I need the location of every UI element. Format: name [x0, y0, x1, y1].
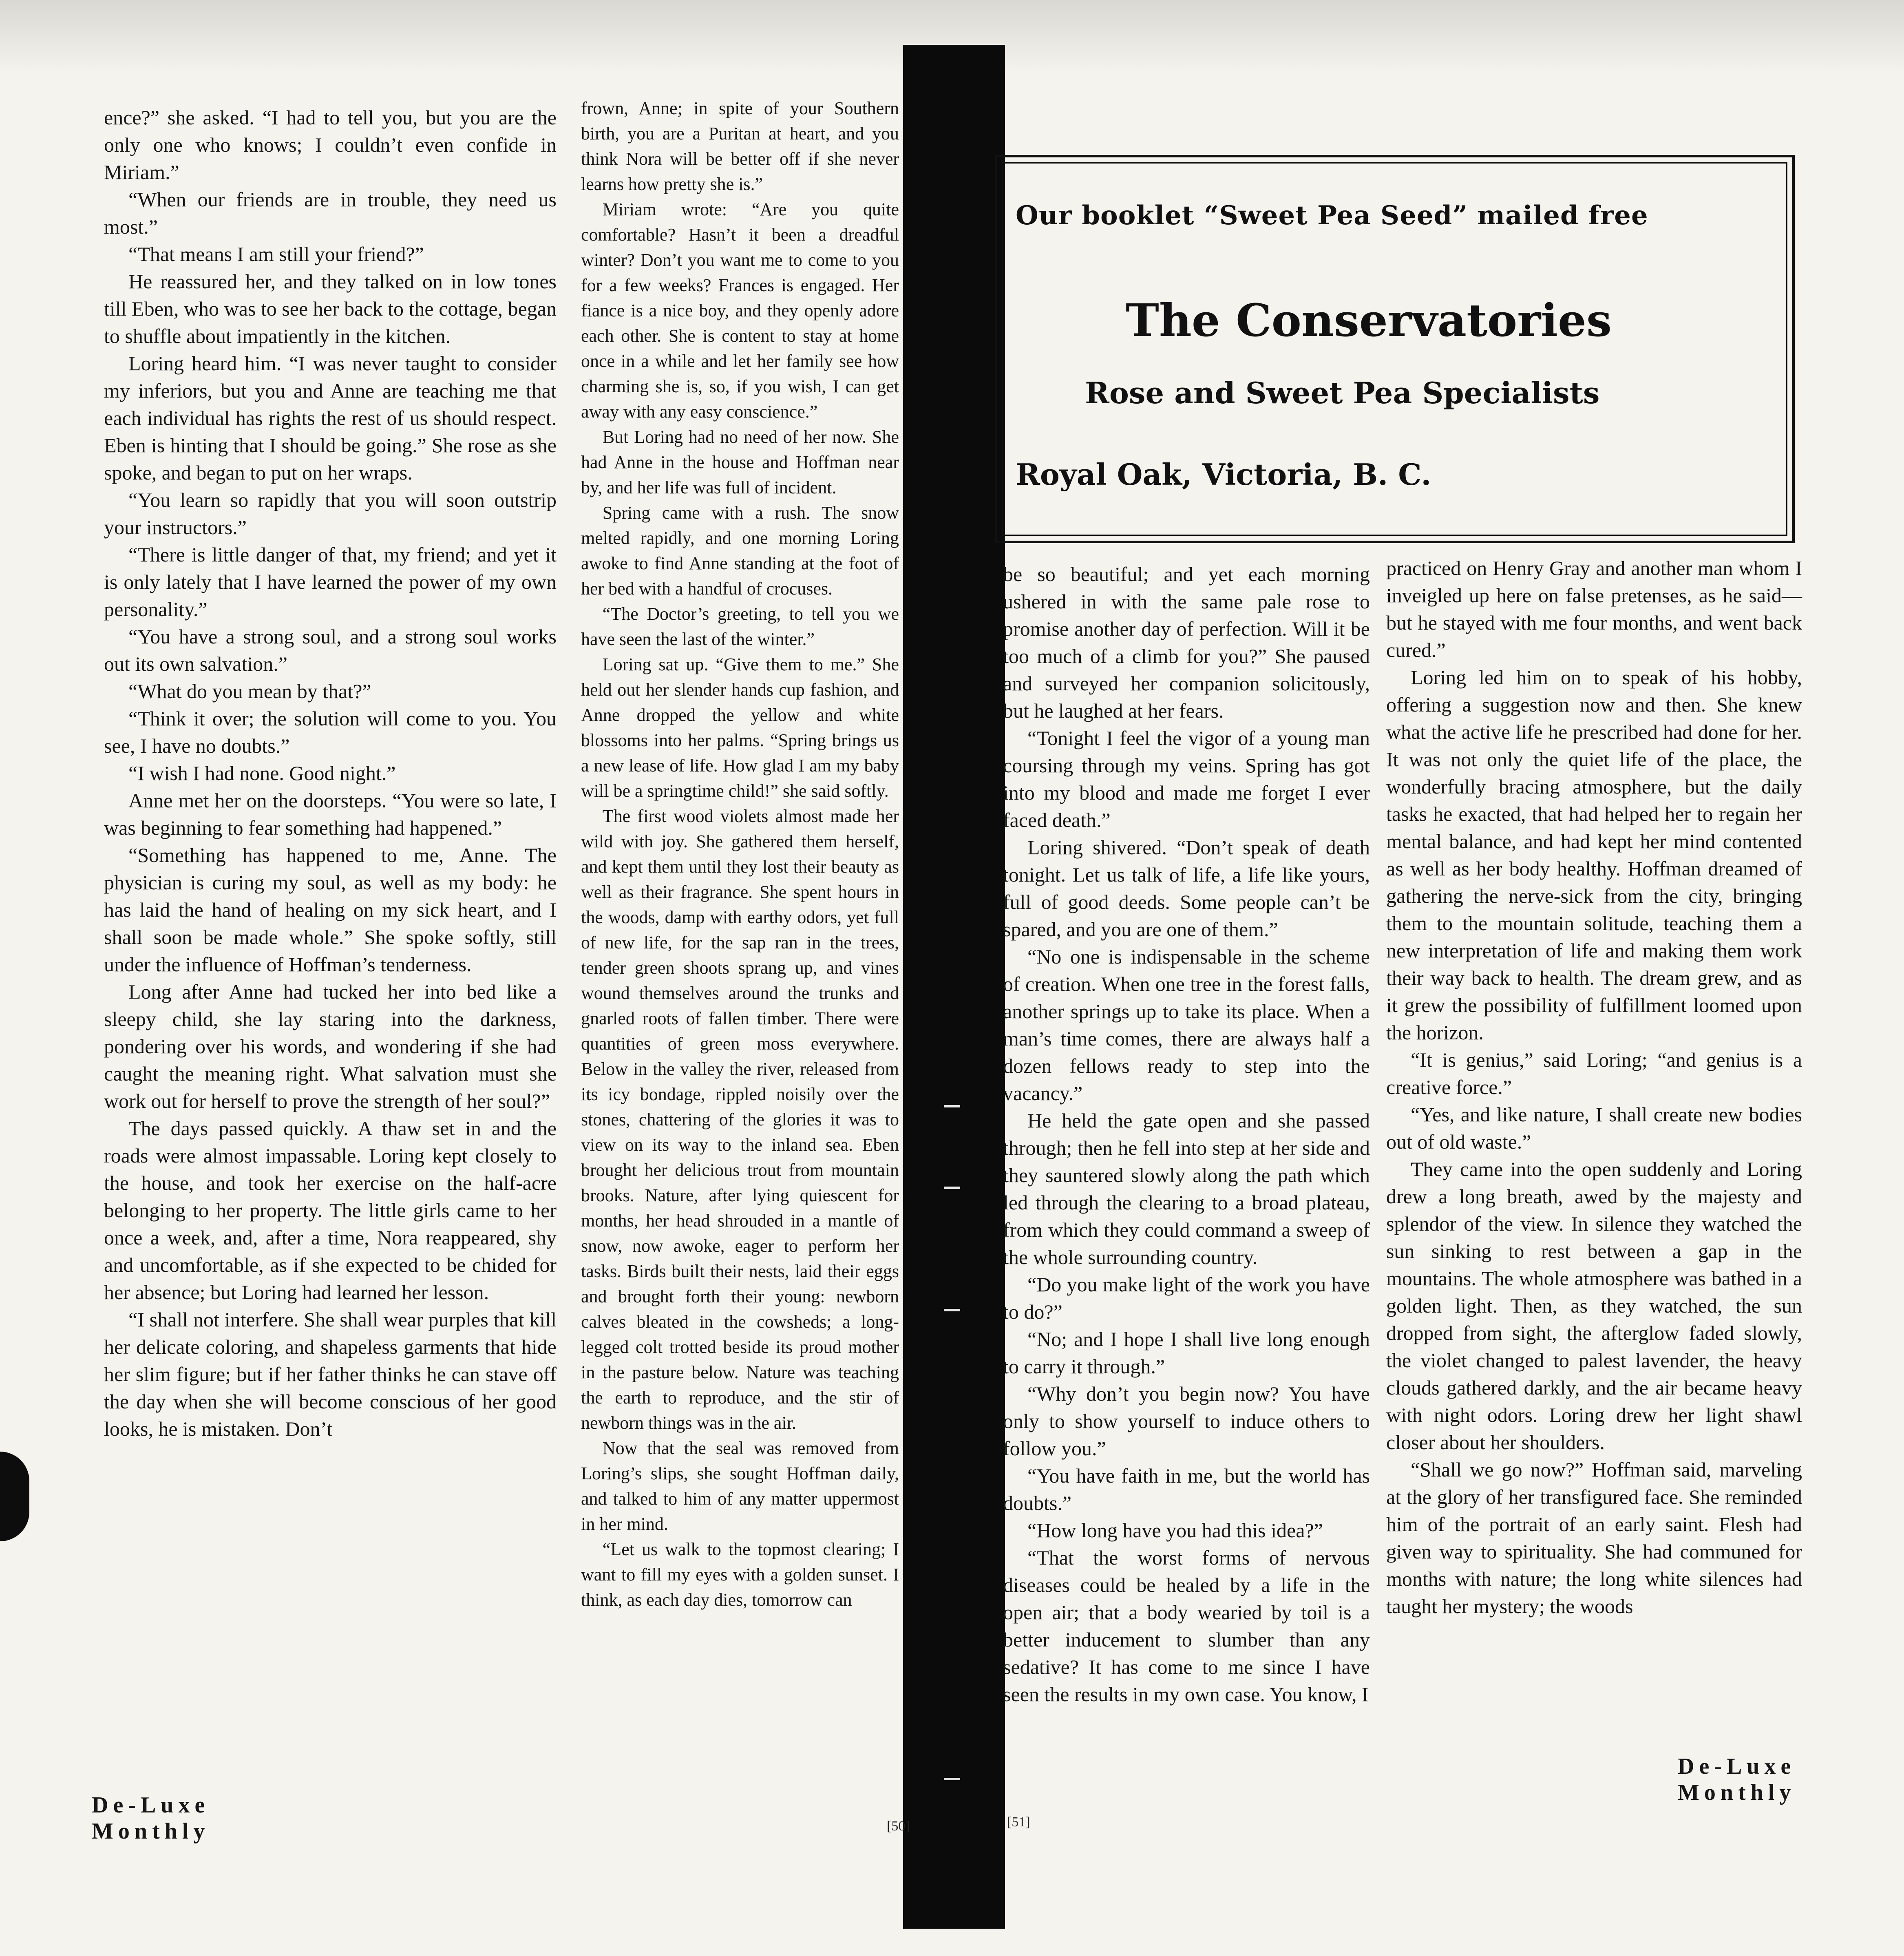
paragraph: “Shall we go now?” Hoffman said, marveling at the glory of her transfigured face. She reminded him of the portrait of an early saint. Flesh had given way to spirituality. She had communed for months with nature; the long white silences had taught her mystery; the woods: [1386, 1458, 1802, 1618]
advertisement-box: [995, 155, 1795, 543]
paragraph: Miriam wrote: “Are you quite comfortable? Hasn’t it been a dreadful winter? Don’t you want me to come to you for a few weeks? Frances is engaged. Her fiance is a nice boy, and they openly adore each other. She is content to stay at home once in a while and let her family see how charming she is, so, if you wish, I can get away with any easy conscience.”: [581, 199, 899, 422]
paragraph: Long after Anne had tucked her into bed like a sleepy child, she lay staring into the darkness, pondering over his words, and wondering if she had caught the meaning right. What salvation must she work out for herself to prove the strength of her soul?”: [104, 980, 557, 1112]
paragraph: “You have faith in me, but the world has doubts.”: [1003, 1464, 1370, 1514]
paragraph: “No; and I hope I shall live long enough to carry it through.”: [1003, 1328, 1370, 1378]
ad-subtitle: Rose and Sweet Pea Specialists: [1085, 376, 1600, 410]
paragraph: He held the gate open and she passed through; then he fell into step at her side and they sauntered slowly along the path which led through the clearing to a broad plateau, from which they could command a sweep of the whole surrounding country.: [1003, 1109, 1370, 1269]
paragraph: “Think it over; the solution will come to you. You see, I have no doubts.”: [104, 707, 557, 757]
paragraph: Loring shivered. “Don’t speak of death tonight. Let us talk of life, a life like yours, full of good deeds. Some people can’t be spared, and you are one of them.”: [1003, 836, 1370, 941]
paragraph: practiced on Henry Gray and another man whom I inveigled up here on false pretenses, as he said—but he stayed with me four months, and went back cured.”: [1386, 557, 1802, 661]
paragraph: “It is genius,” said Loring; “and genius is a creative force.”: [1386, 1048, 1802, 1098]
paragraph: “Something has happened to me, Anne. The physician is curing my soul, as well as my body: he has laid the hand of healing on my sick heart, and I shall soon be made whole.” She spoke softly, still under the influence of Hoffman’s tenderness.: [104, 844, 557, 976]
paragraph: But Loring had no need of her now. She had Anne in the house and Hoffman near by, and her life was full of incident.: [581, 427, 899, 497]
paragraph: Now that the seal was removed from Loring’s slips, she sought Hoffman daily, and talked to him of any matter uppermost in her mind.: [581, 1438, 899, 1534]
paragraph: “No one is indispensable in the scheme of creation. When one tree in the forest falls, another springs up to take its place. When a man’s time comes, there are always half a dozen fellows ready to step into the vacancy.”: [1003, 945, 1370, 1105]
ad-booklet-line: Our booklet “Sweet Pea Seed” mailed free: [1016, 200, 1648, 231]
paragraph: “I shall not interfere. She shall wear purples that kill her delicate coloring, and shapeless garments that hide her slim figure; but if her father thinks he can stave off the day when she will become conscious of her good looks, he is mistaken. Don’t: [104, 1308, 557, 1440]
left-page-column: [104, 104, 557, 1443]
paragraph: They came into the open suddenly and Loring drew a long breath, awed by the majesty and splendor of the view. In silence they watched the sun sinking to rest between a gap in the mountains. The whole atmosphere was bathed in a golden light. Then, as they watched, the sun dropped from sight, the afterglow faded slowly, the violet changed to palest lavender, the heavy clouds gathered darkly, and the air became heavy with night odors. Loring drew her light shawl closer about her shoulders.: [1386, 1158, 1802, 1454]
spine-mark: [944, 1309, 960, 1311]
paragraph: Loring sat up. “Give them to me.” She held out her slender hands cup fashion, and Anne dropped the yellow and white blossoms into her palms. “Spring brings us a new lease of life. How glad I am my baby will be a springtime child!” she said softly.: [581, 654, 899, 801]
paragraph: ence?” she asked. “I had to tell you, but you are the only one who knows; I couldn’t even confide in Miriam.”: [104, 106, 557, 183]
paragraph: Loring led him on to speak of his hobby, offering a suggestion now and then. She knew what the active life he prescribed had done for her. It was not only the quiet life of the place, the wonderfully bracing atmosphere, but the daily tasks he exacted, that had helped her to regain her mental balance, and had kept her mind contented as well as her body healthy. Hoffman dreamed of gathering the nerve-sick from the city, bringing them to the mountain solitude, teaching them a new interpretation of life and making them work their way back to health. The dream grew, and as it grew the possibility of fulfillment loomed upon the horizon.: [1386, 666, 1802, 1044]
masthead-line2: Monthly: [1678, 1780, 1796, 1805]
paragraph: “Do you make light of the work you have to do?”: [1003, 1273, 1370, 1323]
paragraph: “You learn so rapidly that you will soon outstrip your instructors.”: [104, 488, 557, 539]
right-page-column-b: [1386, 555, 1802, 1620]
paragraph: “There is little danger of that, my friend; and yet it is only lately that I have learned the power of my own personality.”: [104, 543, 557, 621]
ad-title: The Conservatories: [1126, 294, 1612, 347]
right-page-column-a: [1003, 561, 1370, 1708]
masthead-right: [1678, 1753, 1796, 1806]
masthead-line1: De-Luxe: [92, 1792, 210, 1818]
paragraph: “When our friends are in trouble, they need us most.”: [104, 188, 557, 238]
paragraph: “Let us walk to the topmost clearing; I want to fill my eyes with a golden sunset. I think, as each day dies, tomorrow can: [581, 1539, 899, 1610]
book-spine: [903, 45, 1005, 1929]
paragraph: Loring heard him. “I was never taught to consider my inferiors, but you and Anne are teaching me that each individual has rights the rest of us should respect. Eben is hinting that I should be going.” She rose as she spoke, and began to put on her wraps.: [104, 352, 557, 484]
paragraph: The first wood violets almost made her wild with joy. She gathered them herself, and kept them until they lost their beauty as well as their fragrance. She spent hours in the woods, damp with earthy odors, yet full of new life, for the sap ran in the trees, tender green shoots sprang up, and vines wound themselves around the trunks and gnarled roots of fallen timber. There were quantities of green moss everywhere. Below in the valley the river, released from its icy bondage, rippled noisily over the stones, chattering of the glories it was to view on its way to the inland sea. Eben brought her delicious trout from mountain brooks. Nature, after lying quiescent for months, her head shrouded in a mantle of snow, now awoke, eager to perform her tasks. Birds built their nests, laid their eggs and brought forth their young: newborn calves bleated in the cowsheds; a long-legged colt trotted beside its proud mother in the pasture below. Nature was teaching the earth to reproduce, and the stir of newborn things was in the air.: [581, 806, 899, 1433]
paragraph: “That the worst forms of nervous diseases could be healed by a life in the open air; that a body wearied by toil is a better inducement to slumber than any sedative? It has come to me since I have seen the results in my own case. You know, I: [1003, 1546, 1370, 1706]
page-number-left: [50]: [887, 1819, 910, 1834]
paragraph: “The Doctor’s greeting, to tell you we have seen the last of the winter.”: [581, 604, 899, 649]
spine-mark: [944, 1105, 960, 1107]
spine-mark: [944, 1778, 960, 1780]
paragraph: He reassured her, and they talked on in low tones till Eben, who was to see her back to the cottage, began to shuffle about impatiently in the kitchen.: [104, 270, 557, 347]
binding-tab: [0, 1452, 29, 1541]
paragraph: Spring came with a rush. The snow melted rapidly, and one morning Loring awoke to find Anne standing at the foot of her bed with a handful of crocuses.: [581, 503, 899, 599]
paragraph: “What do you mean by that?”: [128, 680, 371, 703]
masthead-left: [92, 1792, 210, 1844]
spine-mark: [944, 1187, 960, 1189]
paragraph: be so beautiful; and yet each morning ushered in with the same pale rose to promise another day of perfection. Will it be too much of a climb for you?” She paused and surveyed her companion solicitously, but he laughed at her fears.: [1003, 563, 1370, 722]
paragraph: “Why don’t you begin now? You have only to show yourself to induce others to follow you.”: [1003, 1382, 1370, 1460]
left-page-inner-column: [581, 96, 899, 1613]
masthead-line1: De-Luxe: [1678, 1754, 1796, 1779]
paragraph: “You have a strong soul, and a strong soul works out its own salvation.”: [104, 625, 557, 675]
paragraph: “Tonight I feel the vigor of a young man coursing through my veins. Spring has got into my blood and made me forget I ever faced death.”: [1003, 727, 1370, 831]
paragraph: frown, Anne; in spite of your Southern birth, you are a Puritan at heart, and you think Nora will be better off if she never learns how pretty she is.”: [581, 98, 899, 194]
paragraph: “That means I am still your friend?”: [128, 243, 424, 265]
page-number-right: [51]: [1007, 1815, 1030, 1830]
paragraph: “I wish I had none. Good night.”: [128, 762, 396, 785]
advertisement-inner-border: [1002, 162, 1787, 536]
paragraph: Anne met her on the doorsteps. “You were so late, I was beginning to fear something had happened.”: [104, 789, 557, 839]
ad-address: Royal Oak, Victoria, B. C.: [1016, 457, 1431, 492]
paragraph: “How long have you had this idea?”: [1027, 1519, 1323, 1542]
paragraph: The days passed quickly. A thaw set in and the roads were almost impassable. Loring kept closely to the house, and took her exercise on the half-acre belonging to her property. The little girls came to her once a week, and, after a time, Nora reappeared, shy and uncomfortable, as if she expected to be chided for her absence; but Loring had learned her lesson.: [104, 1117, 557, 1304]
masthead-line2: Monthly: [92, 1819, 210, 1844]
paragraph: “Yes, and like nature, I shall create new bodies out of old waste.”: [1386, 1103, 1802, 1153]
